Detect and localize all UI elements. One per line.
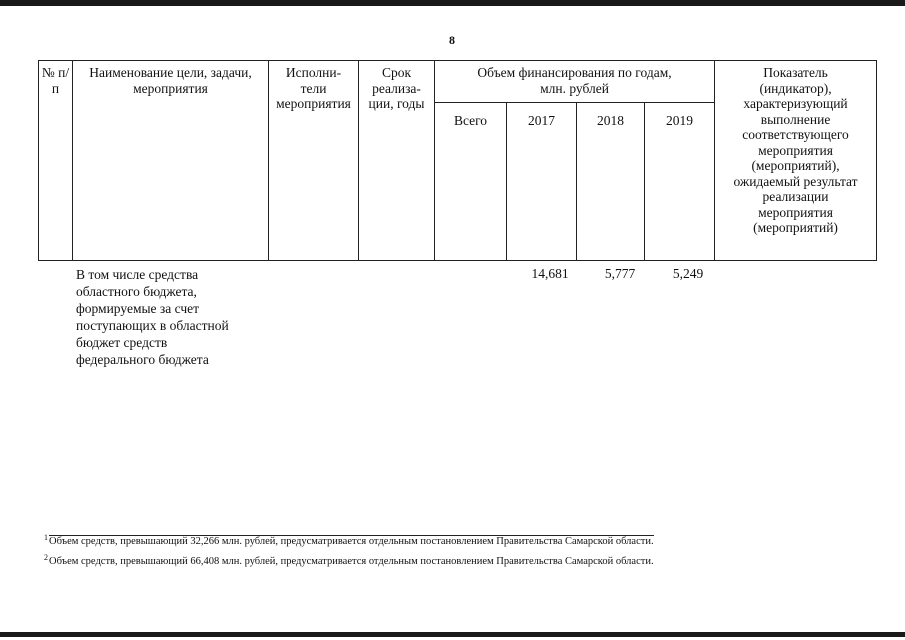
header-number: № п/п (39, 61, 73, 261)
header-indicator: Показатель (индикатор), характеризующий выполнение соответствующего мероприятия (мероприятий), ожидаемый результат реализации мероприятия (мероприятий) (715, 61, 877, 261)
page-number: 8 (449, 33, 455, 47)
footnote-2-text: Объем средств, превышающий 66,408 млн. рублей, предусматривается отдельным постановлением Правительства Самарской области. (49, 556, 654, 567)
header-name: Наименование цели, задачи, мероприятия (73, 61, 269, 261)
header-total: Всего (435, 103, 507, 261)
row-label: В том числе средства областного бюджета, формируемые за счет поступающих в областной бюджет средств федерального бюджета (76, 267, 229, 367)
header-year-2018: 2018 (577, 103, 645, 261)
bottom-border-rule (0, 632, 905, 637)
footnote-1-text: Объем средств, превышающий 32,266 млн. рублей, предусматривается отдельным постановлением Правительства Самарской области. (49, 536, 654, 547)
header-year-2019: 2019 (645, 103, 715, 261)
footnotes (44, 530, 884, 570)
footnote-1-mark: 1 (44, 533, 48, 542)
header-funding: Объем финансирования по годам, млн. рублей (435, 61, 715, 103)
footnote-2 (44, 550, 884, 570)
header-period: Срок реализа- ции, годы (359, 61, 435, 261)
header-executors: Исполни- тели мероприятия (269, 61, 359, 261)
top-border-rule (0, 0, 905, 6)
row-value-2019: 5,249 (672, 266, 704, 281)
footnote-1 (44, 530, 884, 550)
footnote-2-mark: 2 (44, 553, 48, 562)
header-year-2017: 2017 (507, 103, 577, 261)
funding-table-header (38, 60, 877, 261)
row-value-2017: 14,681 (531, 266, 569, 281)
row-value-2018: 5,777 (604, 266, 636, 281)
